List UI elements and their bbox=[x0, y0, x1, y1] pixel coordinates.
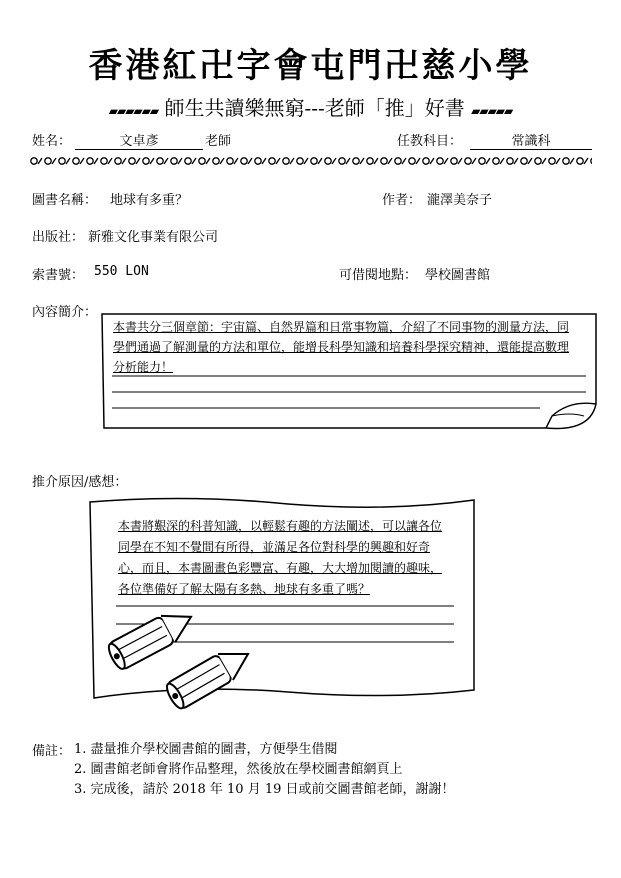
divider-pattern bbox=[30, 156, 592, 166]
notes-item: 2. 圖書館老師會將作品整理，然後放在學校圖書館網頁上 bbox=[74, 762, 403, 777]
summary-label: 內容簡介： bbox=[32, 305, 98, 320]
author-label: 作者： bbox=[382, 193, 422, 208]
book-title-value: 地球有多重？ bbox=[110, 193, 189, 208]
location-label: 可借閱地點： bbox=[339, 268, 418, 283]
page-subtitle bbox=[0, 92, 621, 121]
subject-label: 任教科目： bbox=[397, 134, 463, 149]
summary-line: 本書共分三個章節：宇宙篇、自然界篇和日常事物篇，介紹了不同事物的測量方法，同 bbox=[113, 320, 570, 334]
notes-item: 1. 盡量推介學校圖書館的圖書，方便學生借閱 bbox=[74, 742, 338, 757]
summary-text bbox=[113, 317, 591, 377]
book-row-icon: ▰▰▰▰▰ bbox=[471, 104, 513, 118]
reason-text bbox=[118, 516, 458, 600]
publisher-label: 出版社： bbox=[32, 230, 85, 245]
book-row-icon: ▰▰▰▰▰▰ bbox=[108, 104, 159, 118]
call-number-label: 索書號： bbox=[32, 268, 85, 283]
location-value: 學校圖書館 bbox=[425, 268, 491, 283]
call-number-value: 550 LON bbox=[94, 264, 149, 279]
summary-line: 學們通過了解測量的方法和單位，能增長科學知識和培養科學探究精神，還能提高數理 bbox=[113, 340, 570, 354]
reason-line: 心，而且，本書圖畫色彩豐富、有趣，大大增加閱讀的趣味， bbox=[118, 561, 443, 575]
subject-value: 常識科 bbox=[470, 130, 592, 150]
author-value: 瀧澤美奈子 bbox=[427, 193, 493, 208]
book-title-label: 圖書名稱： bbox=[32, 193, 98, 208]
teacher-name-label: 姓名： bbox=[32, 134, 72, 149]
summary-line: 分析能力！ bbox=[113, 360, 174, 374]
notes-list bbox=[74, 740, 455, 800]
notes-item: 3. 完成後，請於 2018 年 10 月 19 日或前交圖書館老師，謝謝！ bbox=[74, 782, 455, 797]
reason-label: 推介原因/感想： bbox=[32, 475, 128, 490]
reason-line: 各位準備好了解太陽有多熱、地球有多重了嗎？ bbox=[118, 582, 371, 596]
subtitle-text: 師生共讀樂無窮---老師「推」好書 bbox=[164, 96, 465, 120]
publisher-value: 新雅文化事業有限公司 bbox=[88, 230, 219, 245]
teacher-title-suffix: 老師 bbox=[205, 134, 232, 149]
notes-label: 備註： bbox=[32, 744, 72, 759]
school-name: 香港紅卍字會屯門卍慈小學 bbox=[88, 46, 533, 86]
reason-line: 同學在不知不覺間有所得，並滿足各位對科學的興趣和好奇 bbox=[118, 540, 431, 554]
reason-line: 本書將艱深的科普知識，以輕鬆有趣的方法闡述，可以讓各位 bbox=[118, 519, 443, 533]
teacher-name-value: 文卓彥 bbox=[75, 130, 203, 150]
